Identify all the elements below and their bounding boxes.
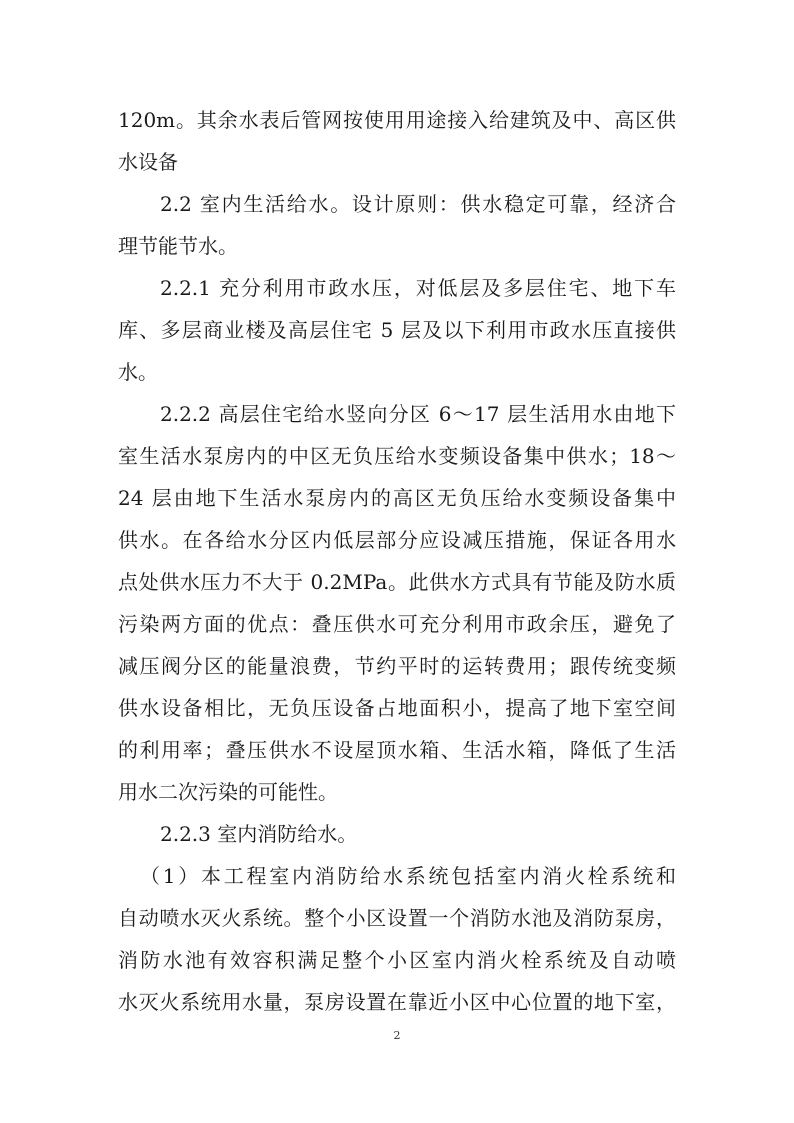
section-heading-2-2-2: 2.2.2 高层住宅给水竖向分区 6～17 层生活用水由地下 — [160, 402, 676, 426]
paragraph-line: 污染两方面的优点：叠压供水可充分利用市政余压，避免了 — [118, 612, 676, 636]
paragraph-line: 120m。其余水表后管网按使用用途接入给建筑及中、高区供 — [118, 108, 676, 132]
paragraph-line: 水设备 — [118, 150, 178, 174]
paragraph-line: 24 层由地下生活水泵房内的高区无负压给水变频设备集中 — [118, 486, 676, 510]
section-heading-2-2-1: 2.2.1 充分利用市政水压，对低层及多层住宅、地下车 — [160, 276, 676, 300]
paragraph-line: 理节能节水。 — [118, 234, 238, 258]
paragraph-line: 水灭火系统用水量，泵房设置在靠近小区中心位置的地下室， — [118, 990, 676, 1014]
paragraph-line: 的利用率；叠压供水不设屋顶水箱、生活水箱，降低了生活 — [118, 738, 676, 762]
list-item-1: （1）本工程室内消防给水系统包括室内消火栓系统和 — [140, 864, 676, 888]
paragraph-line: 库、多层商业楼及高层住宅 5 层及以下利用市政水压直接供 — [118, 318, 676, 342]
paragraph-line: 点处供水压力不大于 0.2MPa。此供水方式具有节能及防水质 — [118, 570, 676, 594]
paragraph-line: 供水。在各给水分区内低层部分应设减压措施，保证各用水 — [118, 528, 676, 552]
page-number: 2 — [393, 1029, 401, 1042]
paragraph-line: 自动喷水灭火系统。整个小区设置一个消防水池及消防泵房， — [118, 906, 676, 930]
paragraph-line: 用水二次污染的可能性。 — [118, 780, 338, 804]
paragraph-line: 减压阀分区的能量浪费，节约平时的运转费用；跟传统变频 — [118, 654, 676, 678]
paragraph-line: 水。 — [118, 360, 158, 384]
section-heading-2-2: 2.2 室内生活给水。设计原则：供水稳定可靠，经济合 — [160, 192, 676, 216]
section-heading-2-2-3: 2.2.3 室内消防给水。 — [160, 822, 358, 846]
paragraph-line: 供水设备相比，无负压设备占地面积小，提高了地下室空间 — [118, 696, 676, 720]
paragraph-line: 消防水池有效容积满足整个小区室内消火栓系统及自动喷 — [118, 948, 676, 972]
paragraph-line: 室生活水泵房内的中区无负压给水变频设备集中供水；18～ — [118, 444, 676, 468]
